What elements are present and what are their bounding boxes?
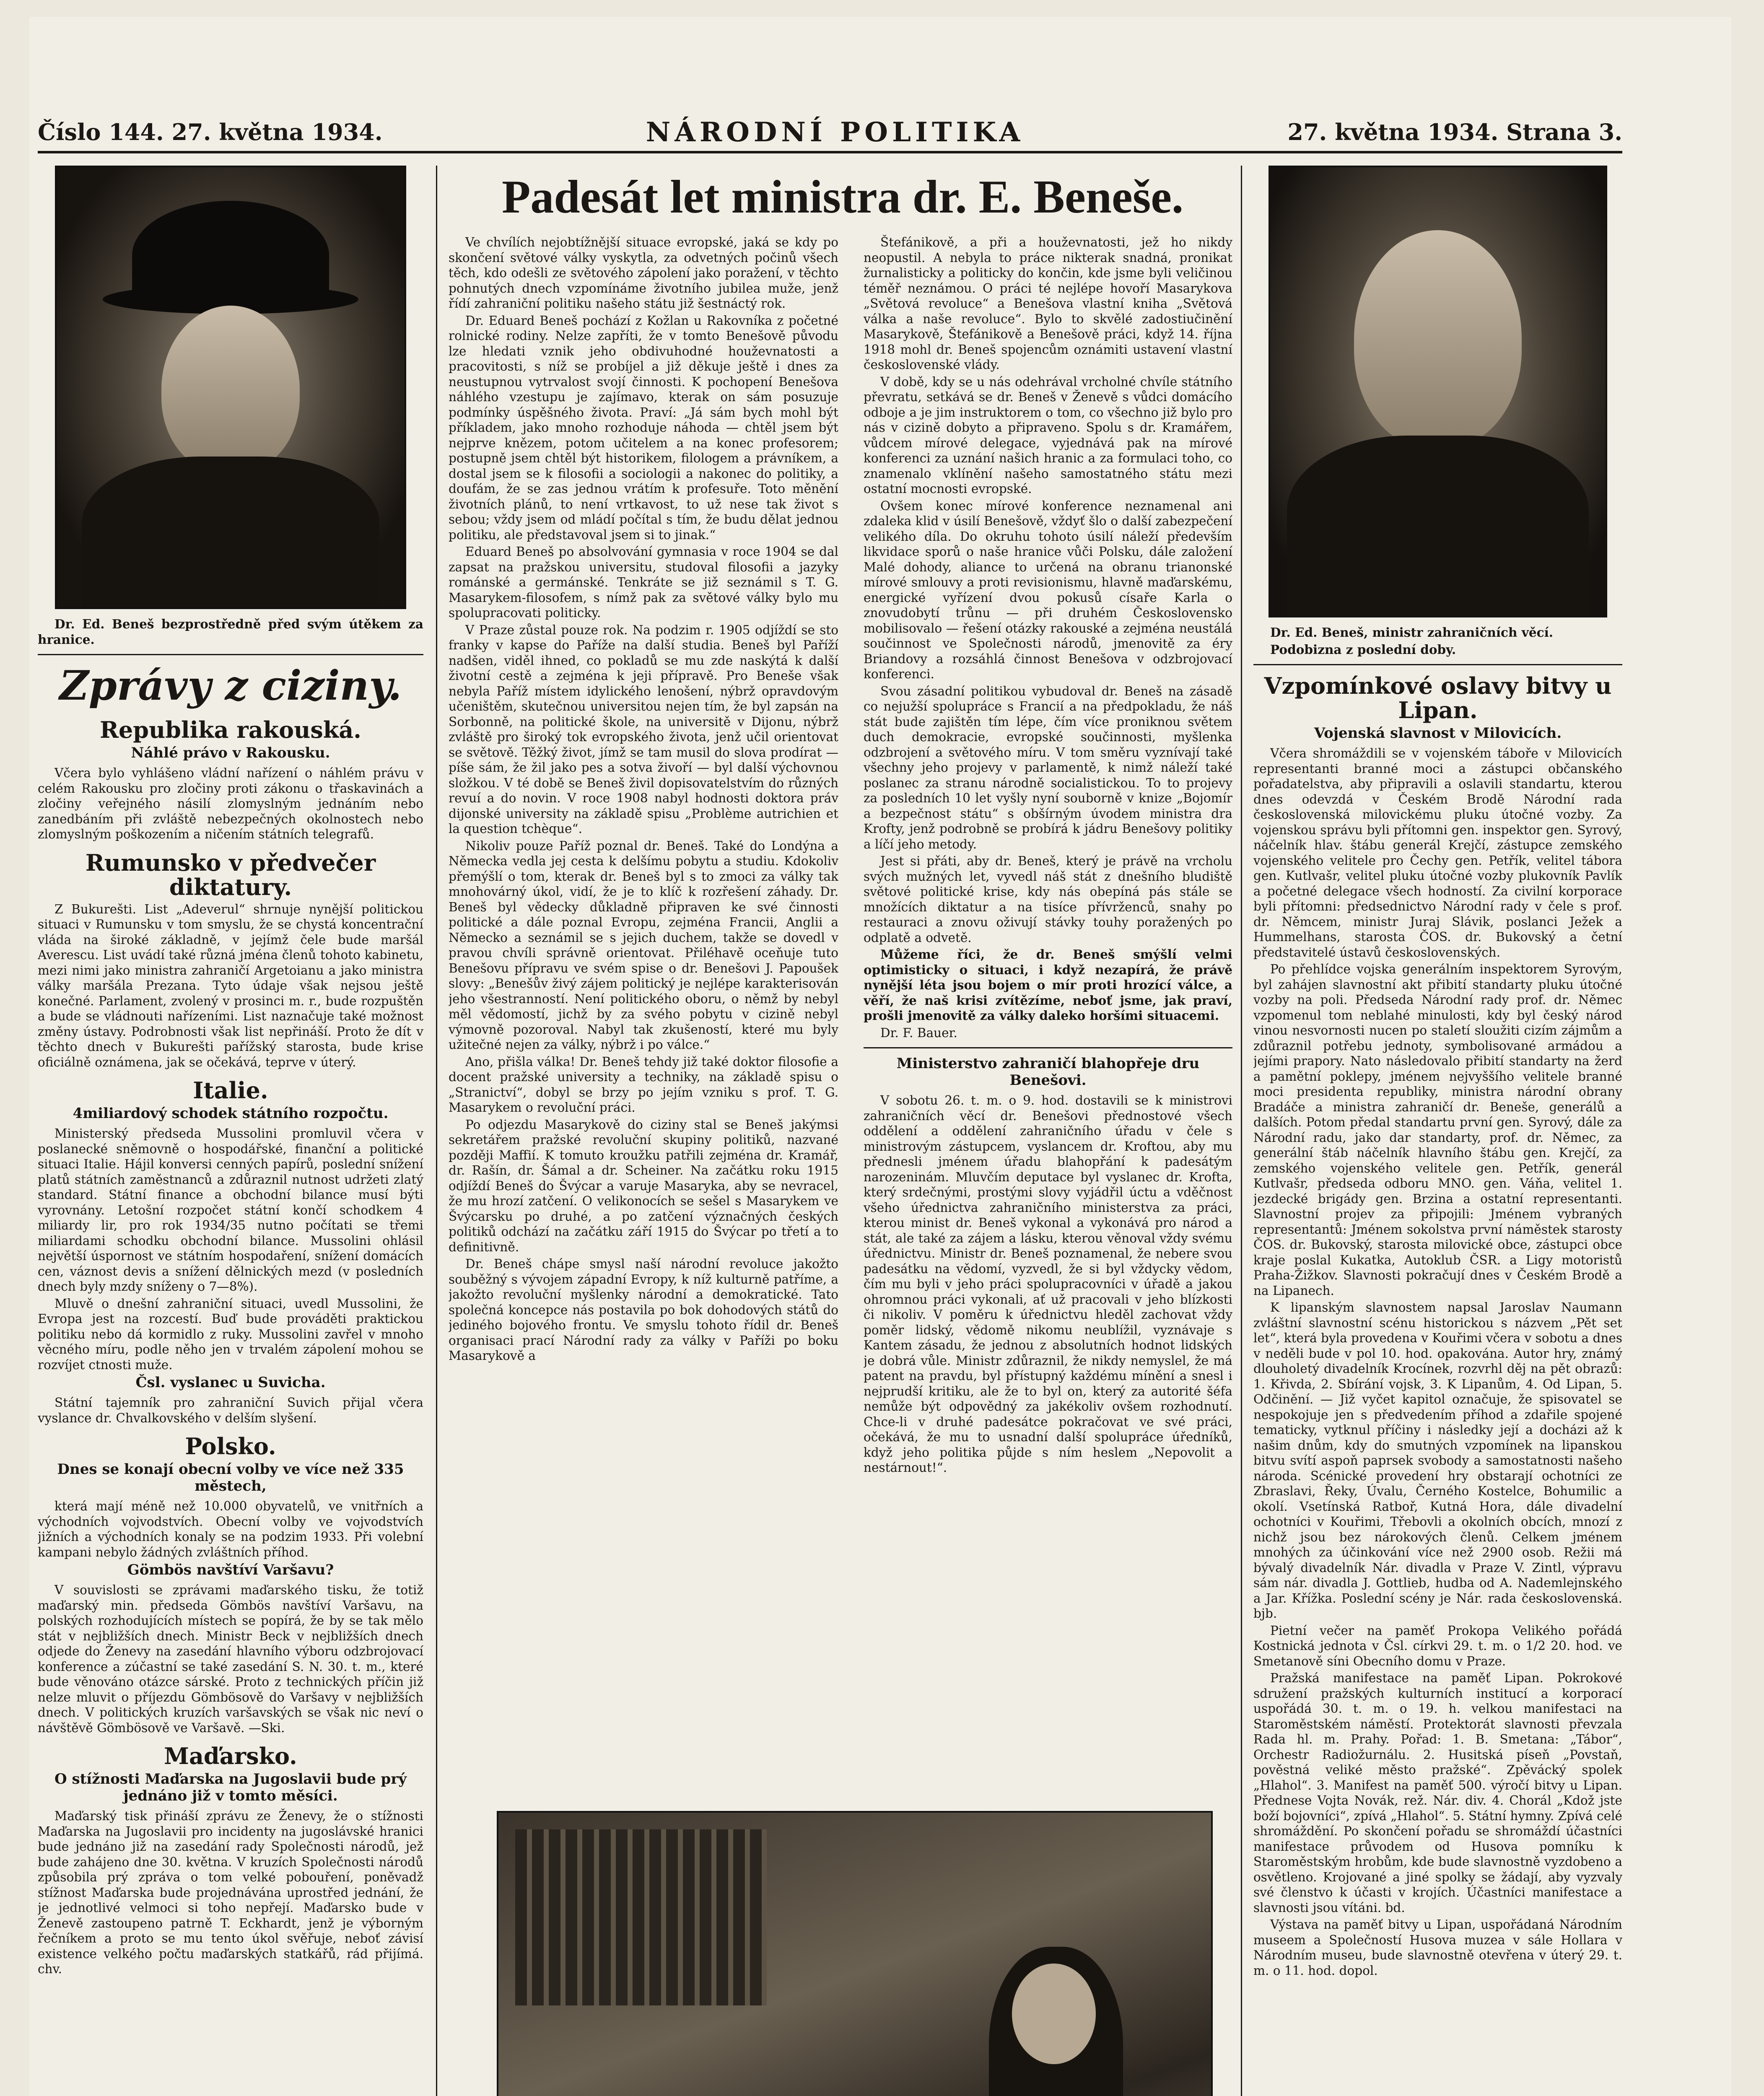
left-column xyxy=(38,166,423,2096)
article-heading: Ministerstvo zahraničí blahopřeje dru Benešovi. xyxy=(896,1055,1200,1089)
face-shape xyxy=(1354,230,1522,448)
column-divider xyxy=(436,166,437,2096)
portrait-photo-minister xyxy=(1269,166,1607,617)
article-paragraph: Ano, přišla válka! Dr. Beneš tehdy již také doktor filosofie a docent pražské university a techniky, na základě spisu o „Stranictví“, dobyl se brzy po jejím vzniku s prof. T. G. Masarykem o revoluční práci. xyxy=(449,1054,838,1115)
article-paragraph: V sobotu 26. t. m. o 9. hod. dostavili se k ministrovi zahraničních věcí dr. Benešovi přednostové všech oddělení a oddělení zahraničního úřadu v čele s ministrovým zástupcem, vyslancem dr. Kroftou, aby mu přednesli jménem úřadu blahopřání k padesátým narozeninám. Mluvčím deputace byl vyslanec dr. Krofta, který srdečnými, prostými slovy vyjádřil úctu a vděčnost všeho úřednictva zahraničního ministerstva za práci, kterou minist dr. Beneš vykonal a vykonává pro národ a stát, ale také za zájem a lásku, kterou věnoval vždy svému úřednictvu. Ministr dr. Beneš poznamenal, že nebere svou padesátku na vědomí, vyzvedl, že si byl vždycky vědom, čím mu byli v jeho práci spolupracovníci v úřadě a jakou ohromnou práci vykonali, ať už pracovali v jeho blízkosti či nikoliv. V poměru k úřednictvu hleděl zachovat vždy poměr lidský, vědomě nikomu neublížil, vyznávaje s Kantem zásadu, že jednou z absolutních hodnot lidských je dobrá vůle. Ministr zdůraznil, že nikdy nemyslel, že má patent na pravdu, byl přístupný každému mínění a snesl i nejprudší kritiku, ale že to byl on, který za autorité šéfa nemůže být odpovědný za jakékoliv ovšem rozhodnutí. Chce-li v druhé padesátce pokračovat ve své práci, očekává, že mu to usnadní další spolupráce úředníků, když jeho politika půjde s ním heslem „Nepovolit a nestárnout!“. xyxy=(864,1093,1232,1475)
article-signature: Dr. F. Bauer. xyxy=(880,1025,957,1040)
article-subheading: Čsl. vyslanec u Suvicha. xyxy=(135,1374,326,1391)
article-paragraph: Pražská manifestace na paměť Lipan. Pokrokové sdružení pražských kulturních institucí a korporací uspořádá 30. t. m. o 19. h. velkou manifestaci na Staroměstském náměstí. Protektorát slavnosti převzala Rada hl. m. Prahy. Pořad: 1. B. Smetana: „Tábor“, Orchestr Radiožurnálu. 2. Husitská píseň „Povstaň, pověstná veliké město pražské“. Zpěvácký spolek „Hlahol“. 3. Manifest na paměť 500. výročí bitvy u Lipan. Přednese Vojta Novák, rež. Nár. div. 4. Chorál „Kdož jste boží bojovníci“, zpívá „Hlahol“. 5. Státní hymny. Zpívá celé shromáždění. Po skončení pořadu se shromáždí účastníci manifestace průvodem od Husova pomníku k Staroměstským hrobům, kde bude slavnostně vyzdobeno a osvětleno. Krojované a jiné spolky se žádají, aby vyzvaly své členstvo k účasti v krojích. Účastníci manifestace a slavnosti jsou vítáni. bd. xyxy=(1253,1671,1622,1915)
article-heading: Maďarsko. xyxy=(164,1743,297,1769)
article-paragraph: Jest si přáti, aby dr. Beneš, který je právě na vrcholu svých mužných let, vyvedl náš stát z dnešního bludiště světové politické krise, kdy nás obepíná pás stále se množících diktatur a na tisíce přívrženců, snahy po restauraci a znovu oživují stávky touhy poražených po odplatě a odvetě. xyxy=(864,854,1232,945)
issue-info-right: 27. května 1934. Strana 3. xyxy=(1287,119,1622,145)
article-paragraph: Pietní večer na paměť Prokopa Velikého pořádá Kostnická jednota v Čsl. církvi 29. t. m. o 1/2 20. hod. ve Smetanově síni Obecního domu v Praze. xyxy=(1253,1623,1622,1668)
article-paragraph: Ve chvílích nejobtížnější situace evropské, jaká se kdy po skončení světové války vyskytla, za odvetných počinů všech těch, kdo odešli ze světového zápolení jako poražení, v těchto pohnutých dnech vzpomínáme životního jubilea muže, jenž řídí zahraniční politiku našeho státu již šestnáctý rok. xyxy=(449,235,838,311)
article-paragraph: V souvislosti se zprávami maďarského tisku, že totiž maďarský min. předseda Gömbös navštíví Varšavu, na polských rozhodujících místech se popírá, že by se tak mělo stát v nejbližších dnech. Ministr Beck v nejbližších dnech odjede do Ženevy na zasedání hlavního výboru odzbrojovací konference a zúčastní se také zasedání S. N. 30. t. m., které bude věnováno otázce sárské. Proto z technických příčin již nelze mluvit o příjezdu Gömbösově do Varšavy v nejbližších dnech. V politických kruzích varšavských se však nic neví o návštěvě Gömbösově ve Varšavě. —Ski. xyxy=(38,1583,423,1735)
page-header xyxy=(38,117,1622,147)
article-paragraph: Dr. Eduard Beneš pochází z Kožlan u Rakovníka z početné rolnické rodiny. Nelze zapříti, že v tomto Benešově původu lze hledati vznik jeho obdivuhodné houževnatosti a pracovitosti, s níž se probíjel a již děkuje ještě i dnes za neustupnou vytrvalost svojí činnosti. K pochopení Benešova náhlého vzestupu je zajímavo, kterak on sám posuzuje podmínky úspěšného života. Praví: „Já sám bych mohl být příkladem, jako mnoho rozhoduje náhoda — chtěl jsem být nejprve knězem, potom učitelem a na konec profesorem; postupně jsem chtěl být historikem, filologem a právníkem, a dostal jsem se k filosofii a sociologii a nakonec do politiky, a doufám, že se zas jednou vrátím k profesuře. Toto měnění životních plánů, to není vrtkavost, to už nese tak život s sebou; vždy jsem od mládí počítal s tím, že budu dělat jednou politiku, ale představoval jsem si to jinak.“ xyxy=(449,313,838,542)
right-column xyxy=(1253,166,1622,2096)
article-subheading: Náhlé právo v Rakousku. xyxy=(131,744,330,761)
face-shape xyxy=(161,306,300,473)
divider xyxy=(38,654,423,655)
portrait-photo-young-benes xyxy=(55,166,406,609)
masthead: NÁRODNÍ POLITIKA xyxy=(646,116,1025,148)
divider xyxy=(1253,664,1622,665)
article-paragraph: Výstava na paměť bitvy u Lipan, uspořádaná Národním museem a Společností Husova muzea v sále Hollara v Národním museu, bude slavnostně otevřena v úterý 29. t. m. o 11. hod. dopol. xyxy=(1253,1917,1622,1978)
article-paragraph: Po odjezdu Masarykově do ciziny stal se Beneš jakýmsi sekretářem pražské revoluční skupiny politiků, nazvané později Maffií. K tomuto kroužku patřili zejména dr. Kramář, dr. Rašín, dr. Šámal a dr. Scheiner. Na začátku roku 1915 odjíždí Beneš do Švýcar a varuje Masaryka, aby se nevracel, že mu hrozí zatčení. O velikonocích se sešel s Masarykem ve Švýcarsku po druhé, a po zatčení význačných českých politiků odchází na začátku září 1915 do Švýcar po třetí a to definitivně. xyxy=(449,1117,838,1254)
article-heading: Italie. xyxy=(193,1077,268,1104)
section-title: Zprávy z ciziny. xyxy=(59,662,402,709)
article-subheading: 4miliardový schodek státního rozpočtu. xyxy=(73,1105,389,1122)
header-rule xyxy=(38,151,1622,153)
article-heading: Republika rakouská. xyxy=(100,716,361,743)
article-paragraph: Ministerský předseda Mussolini promluvil včera v poslanecké sněmovně o hospodářské, finanční a politické situaci Italie. Hájil konversi cenných papírů, poslední snížení platů státních zaměstnanců a zdůraznil nutnost udržeti zlatý standard. Státní finance a obchodní bilance musí býti vyrovnány. Letošní rozpočet státní končí schodkem 4 miliardy lir, pro rok 1934/35 nutno počítati se třemi miliardami schodku obchodní bilance. Mussolini ohlásil největší úspornost ve státním hospodaření, snížení domácích cen, váznost devis a snížení dělnických mezd (v posledních dnech byly mzdy sníženy o 7—8%). xyxy=(38,1126,423,1294)
article-paragraph: Svou zásadní politikou vybudoval dr. Beneš na zásadě co nejužší spolupráce s Francií a na předpokladu, že náš stát bude zajištěn tím lépe, čím více proniknou světem duch demokracie, evropské součinnosti, myšlenka odzbrojení a světového míru. V tom směru vyznívají také všechny jeho projevy v parlamentě, k nimž náleží také poslanec za stranu národně socialistickou. To to projevy za posledních 10 let vyšly nyní souborně v knize „Bojomír a bezpečnost státu“ s obšírným úvodem ministra dra Krofty, jenž podrobně se probírá k jádru Benešovy politiky a líčí jeho metody. xyxy=(864,684,1232,851)
article-paragraph: Eduard Beneš po absolvování gymnasia v roce 1904 se dal zapsat na pražskou universitu, studoval filosofii a jazyky románské a germánské. Tenkráte se již seznámil s T. G. Masarykem-filosofem, s nímž pak za světové války bylo mu spolupracovati politicky. xyxy=(449,545,838,620)
main-article-title: Padesát let ministra dr. E. Beneše. xyxy=(502,171,1183,223)
face-shape xyxy=(1012,1964,1096,2064)
issue-info-left: Číslo 144. 27. května 1934. xyxy=(38,119,383,145)
article-heading: Polsko. xyxy=(185,1433,276,1460)
photo-caption: Dr. Ed. Beneš bezprostředně před svým útěkem za hranice. xyxy=(38,617,423,647)
main-article-column-1 xyxy=(449,235,838,1797)
article-heading: Vzpomínkové oslavy bitvy u Lipan. xyxy=(1264,672,1612,724)
article-paragraph: Můžeme říci, že dr. Beneš smýšlí velmi optimisticky o situaci, i když nezapírá, že právě nynější léta jsou bojem o mír proti hrozící válce, a věří, že naš krisi zvítězíme, neboť jsme, jak praví, prošli jmenovitě za války daleko horšími situacemi. xyxy=(864,947,1232,1023)
article-subheading: Vojenská slavnost v Milovicích. xyxy=(1314,725,1562,742)
article-heading: Rumunsko v předvečer diktatury. xyxy=(85,849,376,900)
article-paragraph: která mají méně než 10.000 obyvatelů, ve vnitřních a východních vojvodstvích. Obecní volby ve vojvodstvích jižních a východních konaly se na podzim 1933. Při volební kampani nebylo žádných zvláštních příhod. xyxy=(38,1499,423,1559)
divider xyxy=(864,1047,1232,1048)
article-subheading: Dnes se konají obecní volby ve více než 335 městech, xyxy=(57,1461,404,1494)
article-paragraph: Ovšem konec mírové konference neznamenal ani zdaleka klid v úsilí Benešově, vždyť šlo o další zabezpečení velikého díla. Do okruhu tohoto úsilí náleží především likvidace sporů o naše hranice vůči Polsku, dále založení Malé dohody, aliance to určená na obranu trianonské mírové smlouvy a proti revisionismu, hlavně maďarskému, energické vyřízení dvou pokusů císaře Karla o znovudobytí trůnu — při druhém Československo mobilisovalo — řešení otázky rakouské a zejména neustálá součinnost ve Společnosti národů, jmenovitě za éry Briandovy a rozsáhlá činnost Benešova v odzbrojovací konferenci. xyxy=(864,498,1232,681)
article-paragraph: V Praze zůstal pouze rok. Na podzim r. 1905 odjíždí se sto franky v kapse do Paříže na další studia. Beneš byl Paříží nadšen, viděl ihned, co pokladů se mu zde naskýtá k další životní cestě a zejména k jeji přípravě. Pro Beneše však nebyla Paříž místem idylického lenošení, nýbrž opravdovým učeništěm, skutečnou universitou nejen tím, že byl zapsán na Sorbonně, na politické škole, na universitě v Dijonu, nýbrž zvláště pro široký tok evropského života, jenž učil orientovat se světově. Těžký život, jímž se tam musil do slova prodírat — píše sám, že žil jako pes a sotva živoří — byl další výchovnou složkou. V té době se Beneš živil dopisovatelstvím do různých revuí a do novin. V roce 1908 nabyl hodnosti doktora práv dijonské university na základě spisu „Problème autrichien et la question tchèque“. xyxy=(449,623,838,836)
article-paragraph: Státní tajemník pro zahraniční Suvich přijal včera vyslance dr. Chvalkovského v delším slyšení. xyxy=(38,1396,423,1425)
article-paragraph: Dr. Beneš chápe smysl naší národní revoluce jakožto souběžný s vývojem západní Evropy, k níž kulturně patříme, a jakožto revoluční myšlenky národní a demokratické. Tato společná koncepce nás postavila po bok dohodových států do jediného bojového frontu. Ve smyslu tohoto řídil dr. Beneš organisaci prací Národní rady za války v Paříži po boku Masarykově a xyxy=(449,1257,838,1363)
article-paragraph: Včera bylo vyhlášeno vládní nařízení o náhlém právu v celém Rakousku pro zločiny proti zákonu o třaskavinách a zločiny veřejného násilí zlomyslným jednáním nebo zanedbáním při zvláště nebezpečných okolnostech nebo zlomyslným poškozením a ničením státních telegrafů. xyxy=(38,766,423,841)
article-paragraph: V době, kdy se u nás odehrával vrcholné chvíle státního převratu, setkává se dr. Beneš v Ženevě s vůdci domácího odboje a je jim instruktorem o tom, co všechno již bylo pro nás v cizině dobyto a připraveno. Spolu s dr. Kramářem, vůdcem mírové delegace, vyjednává pak na mírové konferenci za uznání našich hranic a za formulaci toho, co znamenalo vklínění našeho samostatného státu mezi ostatní mocnosti evropské. xyxy=(864,374,1232,496)
article-paragraph: K lipanským slavnostem napsal Jaroslav Naumann zvláštní slavnostní scénu historickou s názvem „Pět set let“, která byla provedena v Kouřimi včera v sobotu a dnes v neděli bude v pol 10. hod. opakována. Autor hry, známý dlouholetý divadelník Krocínek, rozvrhl děj na pět obrazů: 1. Křivda, 2. Sbírání vojsk, 3. K Lipanům, 4. Od Lipan, 5. Odčinění. — Již vyčet kapitol označuje, že spisovatel se nespokojuje jen s předvedením příhod a zdařile spojené tematicky, vytknul příčiny i následky její a docházi až k našim dnům, kdy do smutných vzpomínek na lipanskou bitvu svítí aspoň paprsek svobody a samostatnosti našeho národa. Scénické provedení hry obstarají ochotníci ze Zbraslavi, Řeky, Úvalu, Černého Kostelce, Bohumilic a okolí. Vsetínská Ratboř, Kutná Hora, dále divadelní ochotníci v Kouřimi, Třebovli a okolních obcích, mnozí z nichž jsou bez nárokových členů. Celkem jménem mnohých za účinkování více než 2900 osob. Režii má bývalý divadelník Nár. divadla v Praze V. Zintl, výpravu sám nár. divadla J. Gottlieb, hudba od A. Nademlejnského a Jar. Křížka. Poslední scény je Nár. rada československá. bjb. xyxy=(1253,1300,1622,1621)
bookshelf-shape xyxy=(515,1829,767,2005)
article-paragraph: Z Bukurešti. List „Adeverul“ shrnuje nynější politickou situaci v Rumunsku v tom smyslu, že se chystá koncentrační vláda na široké základně, v jejímž čele bude maršál Averescu. List uvádí také různá jména členů tohoto kabinetu, mezi nimi jako ministra zahraničí Argetoianu a jako ministra války maršála Prezana. Tyto údaje však nejsou ještě konečné. Parlament, zvolený v prosinci m. r., bude rozpuštěn a bude se vládnouti nařízeními. List naznačuje také možnost změny ústavy. Podrobnosti však list nepřináší. Proto že dít v těchto dnech v Bukurešti pařížský starosta, bude krise oficiálně oznámena, jak se očekává, teprve v úterý. xyxy=(38,902,423,1069)
article-subheading: O stížnosti Maďarska na Jugoslavii bude prý jednáno již v tomto měsíci. xyxy=(54,1771,407,1804)
coat-shape xyxy=(82,457,379,609)
article-subheading: Gömbös navštíví Varšavu? xyxy=(127,1562,334,1578)
article-paragraph: Štefánikově, a při a houževnatosti, jež ho nikdy neopustil. A nebyla to práce nikterak snadná, pronikat žurnalisticky a politicky do končin, kde jsme byli veličinou téměř neznámou. O práci té nejlépe hovoří Masarykova „Světová revoluce“ a Benešova vlastní kniha „Světová válka a naše revoluce“. Bylo to skvělé zadostiučinění Masarykově, Štefánikově a Benešově práci, když 14. října 1918 mohl dr. Beneš spojencům oznámiti ustavení vlastní československé vlády. xyxy=(864,235,1232,372)
office-photo xyxy=(497,1811,1213,2096)
article-paragraph: Maďarský tisk přináší zprávu ze Ženevy, že o stížnosti Maďarska na Jugoslavii pro incidenty na jugoslávské hranici bude jednáno již na zasedání rady Společnosti národů, jež bude zahájeno dne 30. května. V kruzích Společnosti národů způsobila prý zpráva o tom velké pobouření, poněvadž stížnost Maďarska bude projednávána uprostřed jednání, že je jednotlivé velmoci si toho nepřejí. Maďarsko bude v Ženevě zastoupeno patrně T. Eckhardt, jenž je výborným řečníkem a proto se mu tento úkol svěřuje, neboť závisí existence velkého počtu maďarských statkářů, rád přijímá. chv. xyxy=(38,1809,423,1976)
article-paragraph: Mluvě o dnešní zahraniční situaci, uvedl Mussolini, že Evropa jest na rozcestí. Buď bude prováděti praktickou politiku nebo dá kormidlo z ruky. Mussolini zavřel v mnoho věcného míru, podle něho jen v trvalém zápolení mohou se rozvíjet ctnosti muže. xyxy=(38,1296,423,1372)
article-paragraph: Po přehlídce vojska generálním inspektorem Syrovým, byl zahájen slavnostní akt přibití standarty pluku útočné vozby na poli. Předseda Národní rady prof. dr. Němec vzpomenul tom neblahé minulosti, kdy byl český národ vinou nesvornosti nucen po staletí sloužiti cizím zájmům a zdůraznil potřebu jednoty, symbolisované armádou a jejími prapory. Nato následovalo přibití standarty na žerď a pamětní poklepy, jménem nejvyššího velitele branné moci presidenta republiky, ministra národní obrany Bradáče a ministra zahraničí dr. Beneše, generálů a dalších. Potom předal standartu první gen. Syrový, dále za Národní radu, jako dar standarty, prof. dr. Němec, za generální štáb náčelník hlavního štábu gen. Krejčí, za zemského vojenského velitele gen. Petřík, generál Kutlvašr, předseda odboru MNO. gen. Váňa, velitel 1. jezdecké brigády gen. Brzina a ostatní representanti. Slavnostní projev za připojili: Jménem vybraných representantů: Jménem sokolstva první náměstek starosty ČOS. dr. Bukovský, starosta milovické obce, zástupci obce kraje poslal Kukatka, Autoklub ČSR. a Ligy motoristů Praha-Žižkov. Slavnosti pokračují dnes v Českém Brodě a na Lipanech. xyxy=(1253,962,1622,1298)
article-paragraph: Včera shromáždili se v vojenském táboře v Milovicích representanti branné moci a zástupci občanského pořadatelstva, aby připravili a oslavili standartu, kterou dnes odevzdá v Českém Brodě Národní rada československá milovickému pluku útočné vozby. Za vojenskou správu byli přítomni gen. inspektor gen. Syrový, náčelník hlav. štábu generál Krejčí, zástupce zemského vojenského velitele pro Čechy gen. Petřík, velitel tábora gen. Kutlvašr, velitel pluku útočné vozby plukovník Pavlík a početné delegace všech hodností. Za civilní korporace byli přítomni: předsednictvo Národní rady v čele s prof. dr. Němcem, ministr Juraj Slávik, poslanci Ježek a Hummelhans, starosta ČOS. dr. Bukovský a četní představitelé ústavů československých. xyxy=(1253,746,1622,960)
article-paragraph: Nikoliv pouze Paříž poznal dr. Beneš. Také do Londýna a Německa vedla jej cesta k delšímu pobytu a studiu. Kdokoliv přemýšlí o tom, kterak dr. Beneš byl s to zmoci za války tak mnohovárný úkol, vidí, že je to klíč k rozřešení záhady. Dr. Beneš byl vědecky důkladně připraven ke své činnosti politické a dále poznal Evropu, zejména Francii, Anglii a Německo a seznámil se s jejich duchem, takže se dovedl v pravou chvíli správně orientovat. Přiléhavě oceňuje tuto Benešovu přípravu ve svém spise o dr. Benešovi J. Papoušek slovy: „Benešův živý zájem politický je nejlépe karakterisován jeho všestranností. Není politického oboru, o němž by nebyl měl vědomostí, jichž by za svého pobytu v cizině nebyl výmovně pozoroval. Nabyl tak zkušeností, které mu byly užitečné nejen za války, nýbrž i po válce.“ xyxy=(449,838,838,1052)
suit-shape xyxy=(1287,436,1589,617)
main-article-column-2 xyxy=(864,235,1232,1797)
photo-caption: Dr. Ed. Beneš, ministr zahraničních věcí. xyxy=(1270,625,1554,640)
column-divider xyxy=(1241,166,1242,2096)
photo-subcaption: Podobizna z poslední doby. xyxy=(1270,642,1456,657)
